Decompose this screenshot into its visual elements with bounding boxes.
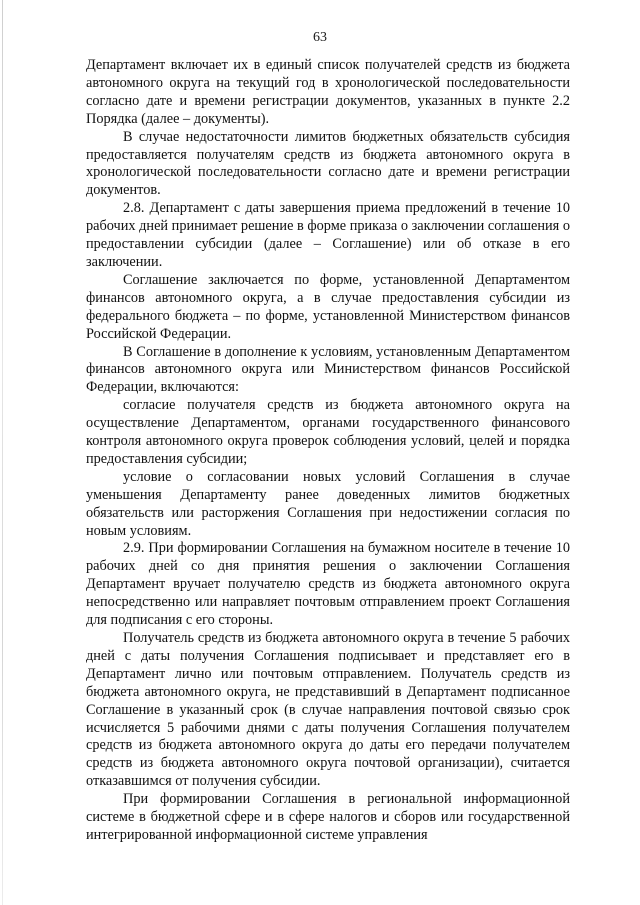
paragraph-10: При формировании Соглашения в региональной информационной системе в бюджетной сфере и в сфере налогов и сборов или государственной интегрированной информационной системе управления xyxy=(86,791,570,843)
paragraph-6: согласие получателя средств из бюджета автономного округа на осуществление Департаментом, органами государственного финансового контроля автономного округа проверок соблюдения условий, целей и порядка предоставления субсидии; xyxy=(86,397,570,467)
paragraph-4: Соглашение заключается по форме, установленной Департаментом финансов автономного округа, а в случае предоставления субсидии из федерального бюджета – по форме, установленной Министерством финансов Российской Федерации. xyxy=(86,271,570,342)
paragraph-1: Департамент включает их в единый список получателей средств из бюджета автономного округа на текущий год в хронологической последовательности согласно дате и времени регистрации документов, указанных в пункте 2.2 Порядка (далее – документы). xyxy=(86,57,570,127)
page-number: 63 xyxy=(313,30,327,45)
scan-edge-line xyxy=(2,0,3,905)
paragraph-9: Получатель средств из бюджета автономного округа в течение 5 рабочих дней с даты получения Соглашения подписывает и представляет его в Департамент лично или почтовым отправлением. Получатель средств из бюджета автономного округа, не представивший в Департамент подписанное Соглашение в указанный срок (в случае направления почтовой связью срок исчисляется 5 рабочими днями с даты получения Соглашения получателем средств из бюджета автономного округа до даты его передачи получателем средств из бюджета автономного округа почтовой организации), считается отказавшимся от получения субсидии. xyxy=(86,630,570,790)
paragraph-7: условие о согласовании новых условий Соглашения в случае уменьшения Департаменту ранее доведенных лимитов бюджетных обязательств или расторжения Соглашения при недостижении согласия по новым условиям. xyxy=(86,468,570,539)
document-body xyxy=(86,57,570,845)
paragraph-3: 2.8. Департамент с даты завершения приема предложений в течение 10 рабочих дней принимает решение в форме приказа о заключении соглашения о предоставлении субсидии (далее – Соглашение) или об отказе в его заключении. xyxy=(86,200,570,270)
paragraph-2: В случае недостаточности лимитов бюджетных обязательств субсидия предоставляется получателям средств из бюджета автономного округа в хронологической последовательности согласно дате и времени регистрации документов. xyxy=(86,128,570,199)
paragraph-5: В Соглашение в дополнение к условиям, установленным Департаментом финансов автономного округа или Министерством финансов Российской Федерации, включаются: xyxy=(86,343,570,396)
paragraph-8: 2.9. При формировании Соглашения на бумажном носителе в течение 10 рабочих дней со дня принятия решения о заключении Соглашения Департамент вручает получателю средств из бюджета автономного округа непосредственно или направляет почтовым отправлением проект Соглашения для подписания с его стороны. xyxy=(86,540,570,629)
